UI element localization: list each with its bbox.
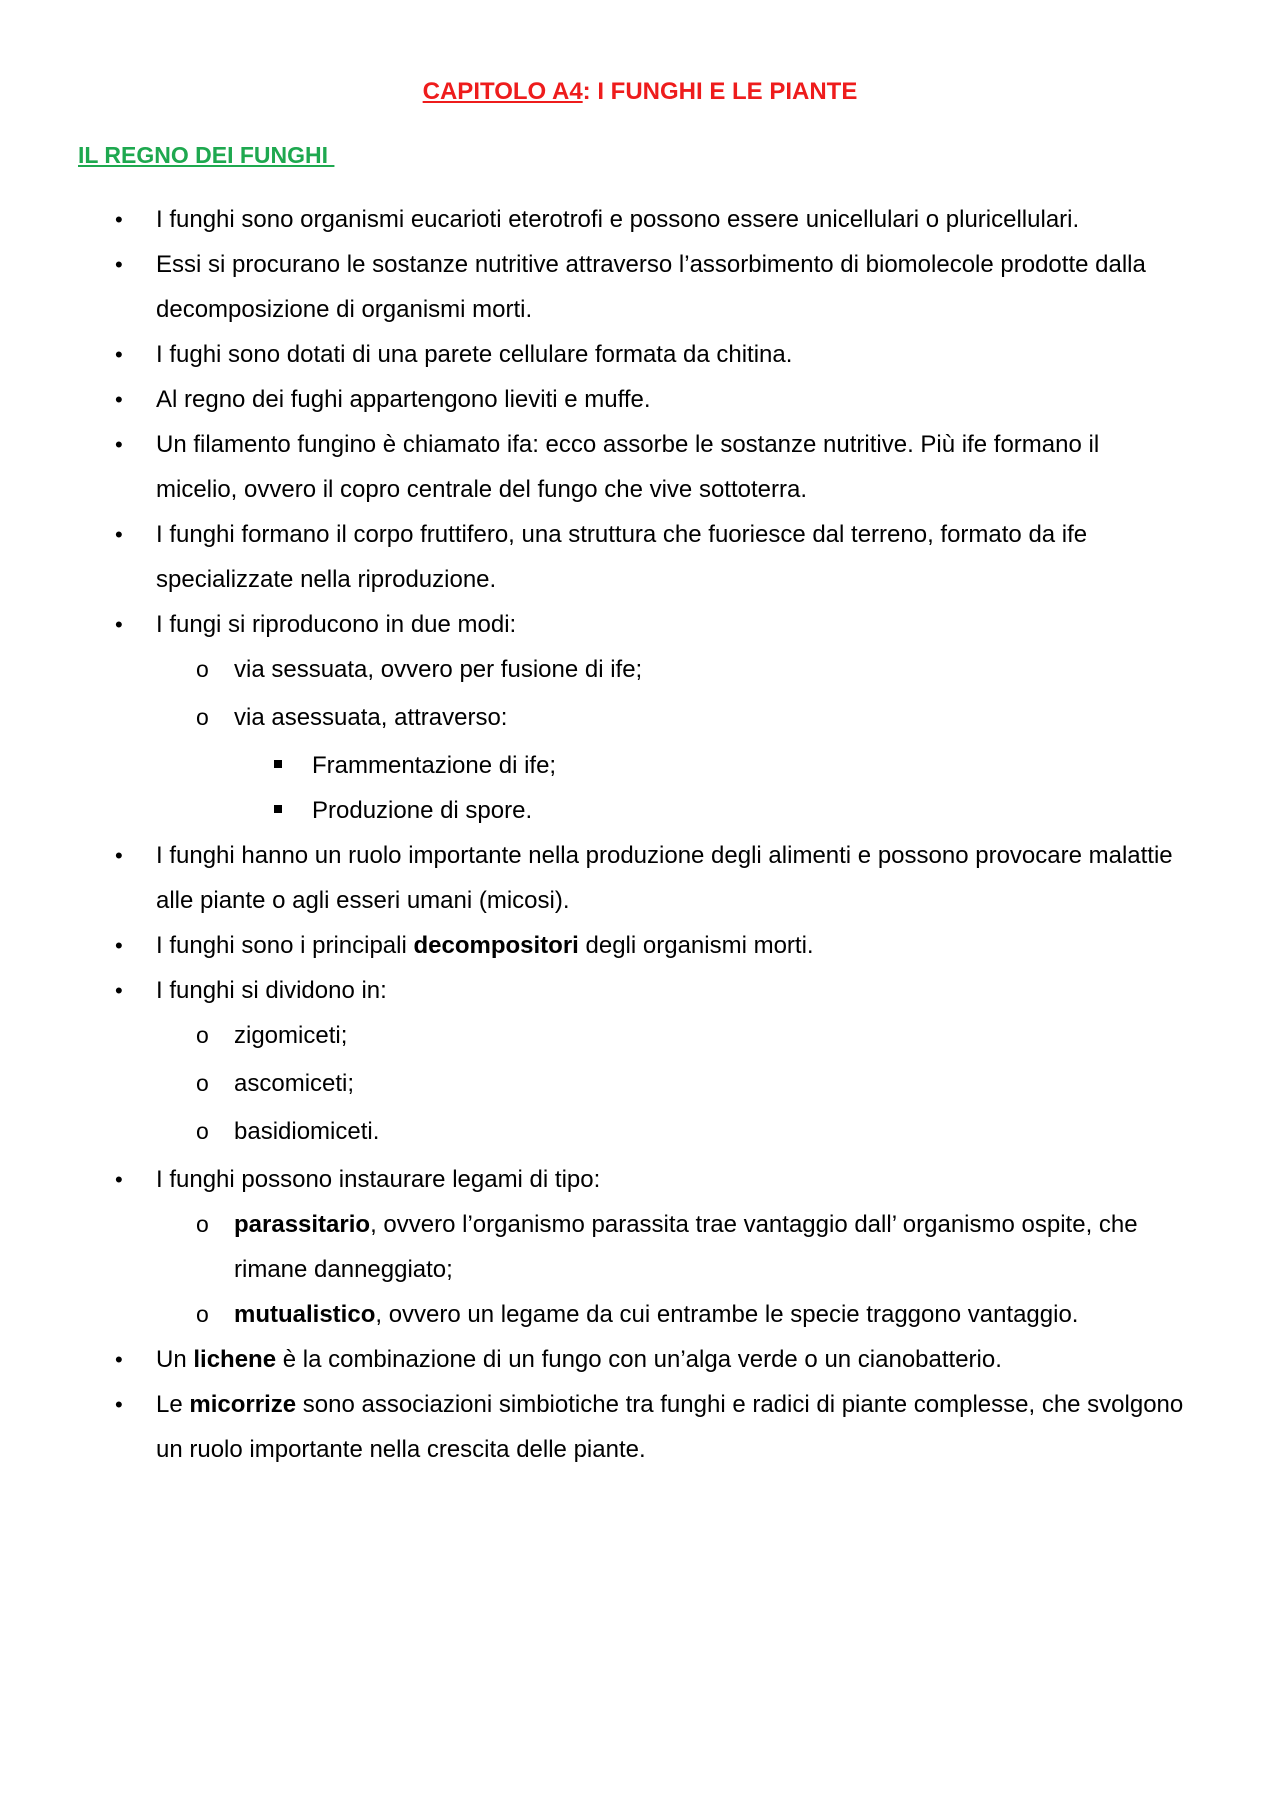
circle-marker: o xyxy=(196,1070,209,1096)
bullet-marker: • xyxy=(115,612,123,637)
list-item: • I funghi formano il corpo fruttifero, una struttura che fuoriesce dal terreno, formato da ife specializzate nella riproduzione. xyxy=(156,512,1186,602)
sub-sub-list-item: Produzione di spore. xyxy=(312,788,1182,833)
list-item: • Un lichene è la combinazione di un fungo con un’alga verde o un cianobatterio. xyxy=(156,1337,1186,1382)
list-item: • Un filamento fungino è chiamato ifa: ecco assorbe le sostanze nutritive. Più ife formano il micelio, ovvero il copro centrale del fungo che vive sottoterra. xyxy=(156,422,1186,512)
circle-marker: o xyxy=(196,1022,209,1048)
circle-marker: o xyxy=(196,1211,209,1237)
bullet-marker: • xyxy=(115,978,123,1003)
list-item: • I funghi sono i principali decompositori degli organismi morti. xyxy=(156,923,1186,968)
section-heading: IL REGNO DEI FUNGHI xyxy=(78,142,335,168)
list-item: • I funghi si dividono in: xyxy=(156,968,1186,1013)
list-item: • I fughi sono dotati di una parete cellulare formata da chitina. xyxy=(156,332,1186,377)
bullet-marker: • xyxy=(115,387,123,412)
bullet-marker: • xyxy=(115,1347,123,1372)
bullet-marker: • xyxy=(115,1167,123,1192)
circle-marker: o xyxy=(196,1118,209,1144)
sub-list-item: o parassitario, ovvero l’organismo parassita trae vantaggio dall’ organismo ospite, che rimane danneggiato; xyxy=(234,1202,1184,1292)
list-item: • I funghi sono organismi eucarioti eterotrofi e possono essere unicellulari o pluricellulari. xyxy=(156,197,1186,242)
list-item: • Essi si procurano le sostanze nutritive attraverso l’assorbimento di biomolecole prodotte dalla decomposizione di organismi morti. xyxy=(156,242,1186,332)
sub-list-item: o ascomiceti; xyxy=(234,1061,1184,1106)
circle-marker: o xyxy=(196,656,209,682)
bullet-marker: • xyxy=(115,342,123,367)
sub-list-item: o via asessuata, attraverso: xyxy=(234,695,1184,740)
bullet-marker: • xyxy=(115,207,123,232)
chapter-title xyxy=(0,78,1280,106)
list-item: • Al regno dei fughi appartengono lieviti e muffe. xyxy=(156,377,1186,422)
chapter-number: CAPITOLO A4 xyxy=(422,78,583,105)
list-item: • Le micorrize sono associazioni simbiotiche tra funghi e radici di piante complesse, che svolgono un ruolo importante nella crescita delle piante. xyxy=(156,1382,1186,1472)
sub-sub-list-item: Frammentazione di ife; xyxy=(312,743,1182,788)
bullet-marker: • xyxy=(115,252,123,277)
bullet-marker: • xyxy=(115,843,123,868)
bullet-marker: • xyxy=(115,933,123,958)
bullet-marker: • xyxy=(115,432,123,457)
chapter-name: : I FUNGHI E LE PIANTE xyxy=(582,78,858,105)
sub-list-item: o zigomiceti; xyxy=(234,1013,1184,1058)
bullet-list xyxy=(0,197,1280,1472)
square-bullet-icon xyxy=(274,760,282,768)
bullet-marker: • xyxy=(115,1392,123,1417)
list-item: • I funghi hanno un ruolo importante nella produzione degli alimenti e possono provocare malattie alle piante o agli esseri umani (micosi). xyxy=(156,833,1186,923)
sub-list-item: o basidiomiceti. xyxy=(234,1109,1184,1154)
list-item: • I fungi si riproducono in due modi: xyxy=(156,602,1186,647)
circle-marker: o xyxy=(196,704,209,730)
sub-list-item: o via sessuata, ovvero per fusione di ife; xyxy=(234,647,1184,692)
bullet-marker: • xyxy=(115,522,123,547)
square-bullet-icon xyxy=(274,805,282,813)
circle-marker: o xyxy=(196,1301,209,1327)
sub-list-item: o mutualistico, ovvero un legame da cui entrambe le specie traggono vantaggio. xyxy=(234,1292,1184,1337)
list-item: • I funghi possono instaurare legami di tipo: xyxy=(156,1157,1186,1202)
